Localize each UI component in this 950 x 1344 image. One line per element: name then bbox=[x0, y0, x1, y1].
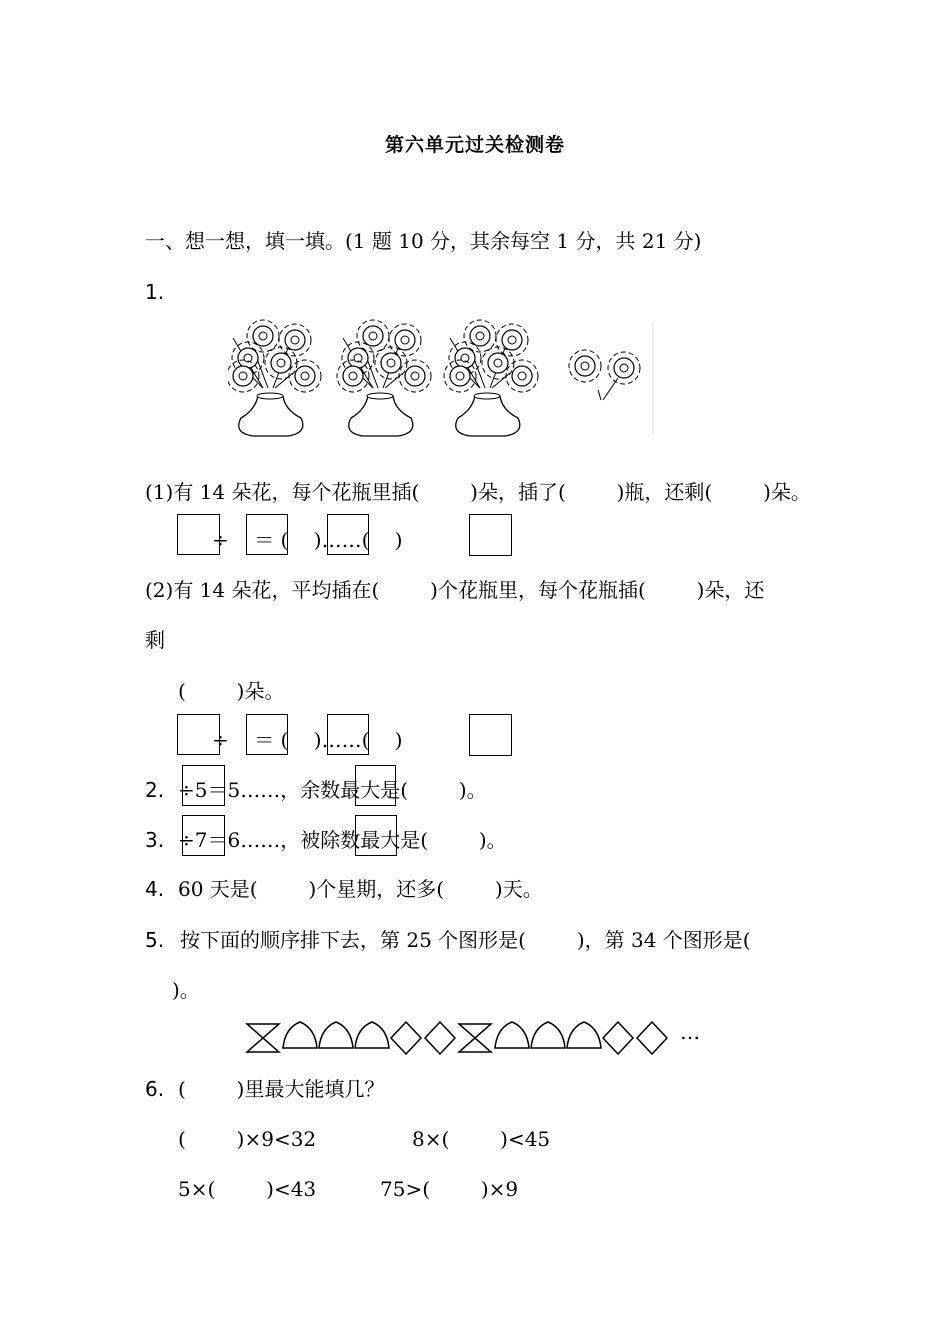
q6-text: ( )里最大能填几？ bbox=[178, 1077, 385, 1101]
answer-box[interactable] bbox=[469, 514, 512, 556]
q3-text: ÷7＝6……，被除数最大是( )。 bbox=[178, 828, 507, 852]
diamond-shape bbox=[603, 1022, 633, 1054]
question-number: 3. bbox=[145, 828, 165, 852]
q5-text: 按下面的顺序排下去，第 25 个图形是( )，第 34 个图形是( bbox=[180, 928, 751, 952]
q6-item: 5×( )<43 bbox=[178, 1177, 317, 1201]
q1-sub2-text: (2)有 14 朵花，平均插在( )个花瓶里，每个花瓶插( )朵，还 bbox=[145, 578, 765, 602]
diamond-shape bbox=[637, 1022, 667, 1054]
q6-item: 75>( )×9 bbox=[380, 1177, 519, 1201]
heart-shape bbox=[495, 1022, 529, 1048]
question-number: 1. bbox=[145, 280, 165, 304]
heart-shape bbox=[283, 1022, 317, 1048]
hourglass-shape bbox=[459, 1024, 491, 1052]
heart-shape bbox=[319, 1022, 353, 1048]
heart-shape bbox=[567, 1022, 601, 1048]
question-number: 6. bbox=[145, 1077, 165, 1101]
heart-shape bbox=[531, 1022, 565, 1048]
question-number: 4. bbox=[145, 877, 165, 901]
q6-item: 8×( )<45 bbox=[412, 1127, 551, 1151]
answer-box[interactable] bbox=[469, 714, 512, 756]
q1-sub2-text-cont: 剩 bbox=[145, 628, 165, 652]
page-title: 第六单元过关检测卷 bbox=[384, 134, 565, 156]
heart-shape bbox=[355, 1022, 389, 1048]
q1-sub1-equation: ÷ ＝ ( )……( ) bbox=[212, 528, 403, 552]
diamond-shape bbox=[391, 1022, 421, 1054]
q4-text: 60 天是( )个星期，还多( )天。 bbox=[178, 877, 543, 901]
q2-text: ÷5＝5……，余数最大是( )。 bbox=[178, 778, 487, 802]
q1-sub1-text: (1)有 14 朵花，每个花瓶里插( )朵，插了( )瓶，还剩( )朵。 bbox=[145, 480, 811, 504]
diamond-shape bbox=[425, 1022, 455, 1054]
section-heading: 一、想一想，填一填。(1 题 10 分，其余每空 1 分，共 21 分) bbox=[145, 229, 702, 253]
q1-sub2-text-cont: ( )朵。 bbox=[178, 679, 285, 703]
hourglass-shape bbox=[247, 1024, 279, 1052]
q5-text-cont: )。 bbox=[172, 978, 200, 1002]
question-number: 2. bbox=[145, 778, 165, 802]
pattern-ellipsis: … bbox=[680, 1020, 700, 1044]
question-number: 5. bbox=[145, 928, 165, 952]
q1-sub2-equation: ÷ ＝ ( )……( ) bbox=[212, 728, 403, 752]
q6-item: ( )×9<32 bbox=[178, 1127, 317, 1151]
